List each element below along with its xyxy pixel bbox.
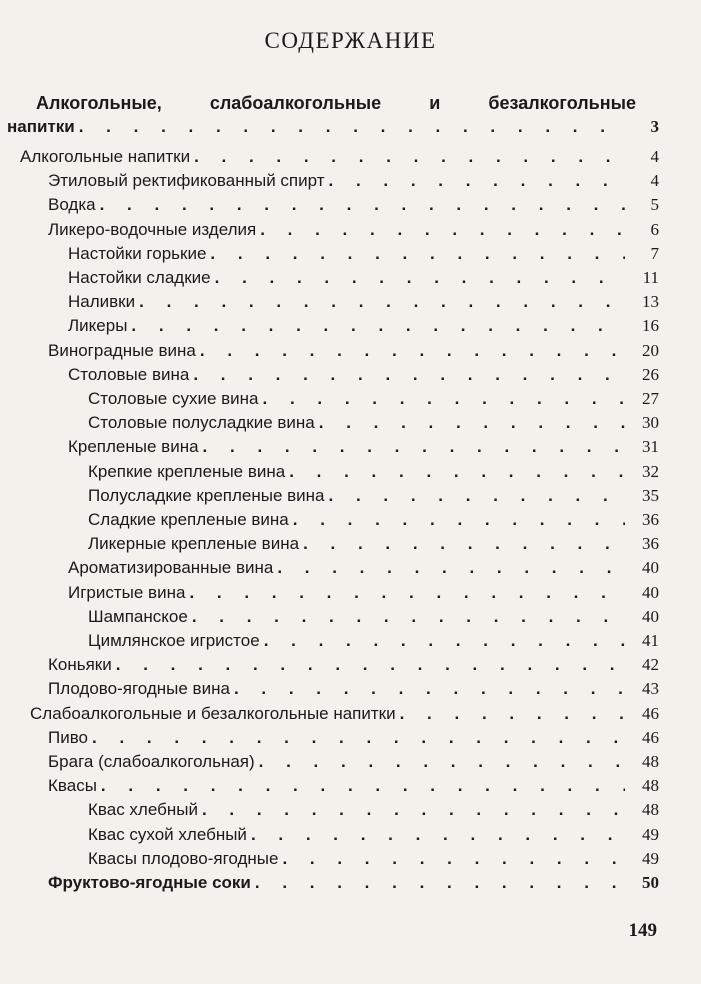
- toc-entry[interactable]: [48, 216, 659, 240]
- toc-entry-label: Настойки сладкие: [68, 268, 211, 287]
- toc-entry-label: Квасы: [48, 776, 97, 796]
- dot-leader: [329, 486, 625, 506]
- toc-entry-label: Наливки: [68, 292, 136, 312]
- toc-entry-label: Столовые вина: [68, 364, 190, 384]
- toc-entry[interactable]: [88, 482, 659, 506]
- dot-leader: [215, 268, 625, 288]
- dot-leader: [251, 825, 625, 845]
- dot-leader: [92, 728, 625, 748]
- dot-leader: [131, 316, 625, 336]
- dot-leader: [277, 558, 625, 578]
- toc-entry[interactable]: [88, 385, 659, 409]
- page-number: 43: [642, 679, 659, 699]
- page-number: 41: [642, 631, 659, 650]
- page-number: 48: [642, 800, 659, 820]
- dot-leader: [189, 583, 625, 603]
- toc-entry[interactable]: [48, 869, 659, 893]
- toc-entry[interactable]: [68, 361, 659, 385]
- section-heading-line2: напитки: [7, 117, 75, 136]
- toc-entry[interactable]: [68, 288, 659, 312]
- page-number: 6: [650, 219, 659, 239]
- dot-leader: [101, 776, 625, 796]
- page-number: 32: [642, 461, 659, 481]
- toc-entry[interactable]: [48, 167, 659, 191]
- page-number: 50: [642, 873, 659, 892]
- dot-leader: [259, 752, 625, 772]
- toc-entry-label: Настойки горькие: [68, 243, 207, 263]
- page-number: 36: [642, 534, 659, 554]
- toc-entry-label: Столовые сухие вина: [88, 389, 259, 408]
- toc-entry[interactable]: [88, 845, 659, 869]
- folio: 149: [628, 920, 657, 941]
- dot-leader: [139, 292, 625, 312]
- toc-entry-label: Фруктово-ягодные соки: [48, 873, 251, 892]
- toc-entry-label: Плодово-ягодные вина: [48, 679, 230, 699]
- dot-leader: [303, 534, 625, 554]
- dot-leader: [329, 171, 626, 191]
- toc-entry[interactable]: [88, 530, 659, 554]
- toc-entry[interactable]: [48, 772, 659, 796]
- dot-leader: [116, 655, 625, 675]
- dot-leader: [202, 800, 625, 820]
- page-number: 4: [650, 147, 659, 166]
- toc-entry[interactable]: [68, 554, 659, 578]
- page-number: 49: [642, 824, 659, 844]
- toc-entry-label: Сладкие крепленые вина: [88, 510, 289, 529]
- page-title: СОДЕРЖАНИЕ: [264, 28, 437, 53]
- page-number: 3: [650, 117, 659, 136]
- dot-leader: [400, 704, 625, 724]
- toc-entry[interactable]: [88, 796, 659, 820]
- toc-entry[interactable]: [30, 700, 659, 724]
- page-number: 4: [650, 171, 659, 191]
- section-heading-line1: Алкогольные, слабоалкогольные и безалкогольные: [36, 93, 636, 113]
- toc-entry-label: Крепкие крепленые вина: [88, 461, 286, 481]
- page-number: 42: [642, 655, 659, 675]
- page-number: 11: [642, 268, 659, 287]
- dot-leader: [193, 365, 625, 385]
- dot-leader: [234, 679, 625, 699]
- dot-leader: [255, 873, 625, 893]
- dot-leader: [203, 437, 625, 457]
- toc-entry-label: Крепленые вина: [68, 437, 199, 457]
- page-number: 5: [650, 195, 659, 215]
- page-number: 40: [642, 582, 659, 602]
- page-number: 49: [642, 848, 659, 868]
- page-number: 26: [642, 364, 659, 384]
- dot-leader: [260, 220, 625, 240]
- section-heading-row[interactable]: [0, 113, 659, 137]
- toc-entry-label: Ликеры: [68, 316, 128, 336]
- page-number: 7: [650, 243, 659, 263]
- page-number: 46: [642, 703, 659, 723]
- toc-entry[interactable]: [48, 337, 659, 361]
- toc-entry-label: Столовые полусладкие вина: [88, 413, 315, 433]
- toc-entry-label: Алкогольные напитки: [20, 147, 191, 166]
- page-number: 35: [642, 485, 659, 505]
- toc-entry[interactable]: [48, 675, 659, 699]
- dot-leader: [100, 195, 625, 215]
- page-number: 36: [642, 510, 659, 529]
- toc-entry[interactable]: [88, 821, 659, 845]
- toc-entry[interactable]: [68, 433, 659, 457]
- toc-entry-label: Ликеро-водочные изделия: [48, 219, 257, 239]
- dot-leader: [282, 849, 625, 869]
- toc-entry-label: Ароматизированные вина: [68, 558, 274, 578]
- page-number: 30: [642, 413, 659, 433]
- toc-entry[interactable]: [20, 143, 659, 167]
- toc-entry[interactable]: [88, 603, 659, 627]
- dot-leader: [289, 462, 625, 482]
- page-number: 20: [642, 340, 659, 360]
- toc-entry[interactable]: [68, 579, 659, 603]
- toc-entry-label: Брага (слабоалкогольная): [48, 752, 255, 771]
- toc-entry-label: Виноградные вина: [48, 340, 196, 360]
- dot-leader: [264, 631, 625, 651]
- toc-entry-label: Квасы плодово-ягодные: [88, 848, 279, 868]
- toc-entry-label: Квас сухой хлебный: [88, 824, 247, 844]
- toc-entry[interactable]: [68, 264, 659, 288]
- dot-leader: [210, 244, 625, 264]
- toc-entry-label: Квас хлебный: [88, 800, 198, 820]
- toc-entry-label: Шампанское: [88, 606, 188, 626]
- toc-entry[interactable]: [68, 312, 659, 336]
- toc-entry-label: Слабоалкогольные и безалкогольные напитки: [30, 703, 396, 723]
- toc-entry-label: Пиво: [48, 727, 89, 747]
- toc-entry-label: Водка: [48, 195, 96, 215]
- toc-entry-label: Ликерные крепленые вина: [88, 534, 300, 554]
- toc-entry[interactable]: [48, 724, 659, 748]
- toc-entry[interactable]: [68, 240, 659, 264]
- toc-entry[interactable]: [88, 409, 659, 433]
- dot-leader: [192, 607, 625, 627]
- page-number: 16: [642, 316, 659, 336]
- page-number: 31: [642, 437, 659, 457]
- page-number: 48: [642, 776, 659, 796]
- toc-entry-label: Этиловый ректификованный спирт: [48, 171, 325, 191]
- dot-leader: [194, 147, 625, 167]
- toc-entry[interactable]: [48, 748, 659, 772]
- page-number: 40: [642, 558, 659, 578]
- page-number: 13: [642, 292, 659, 312]
- toc-entry[interactable]: [88, 506, 659, 530]
- dot-leader: [200, 341, 625, 361]
- page-number: 46: [642, 727, 659, 747]
- toc-entry-label: Полусладкие крепленые вина: [88, 485, 325, 505]
- dot-leader: [263, 389, 626, 409]
- toc-entry[interactable]: [48, 651, 659, 675]
- toc-entry-label: Игристые вина: [68, 582, 186, 602]
- toc-entry[interactable]: [88, 627, 659, 651]
- toc-entry-label: Коньяки: [48, 655, 112, 675]
- toc-entry[interactable]: [88, 458, 659, 482]
- page-number: 40: [642, 606, 659, 626]
- toc-entry[interactable]: [48, 191, 659, 215]
- page-number: 27: [642, 389, 659, 408]
- toc-entry-label: Цимлянское игристое: [88, 631, 260, 650]
- dot-leader: [293, 510, 625, 530]
- page-number: 48: [642, 752, 659, 771]
- dot-leader: [79, 117, 625, 137]
- dot-leader: [319, 413, 625, 433]
